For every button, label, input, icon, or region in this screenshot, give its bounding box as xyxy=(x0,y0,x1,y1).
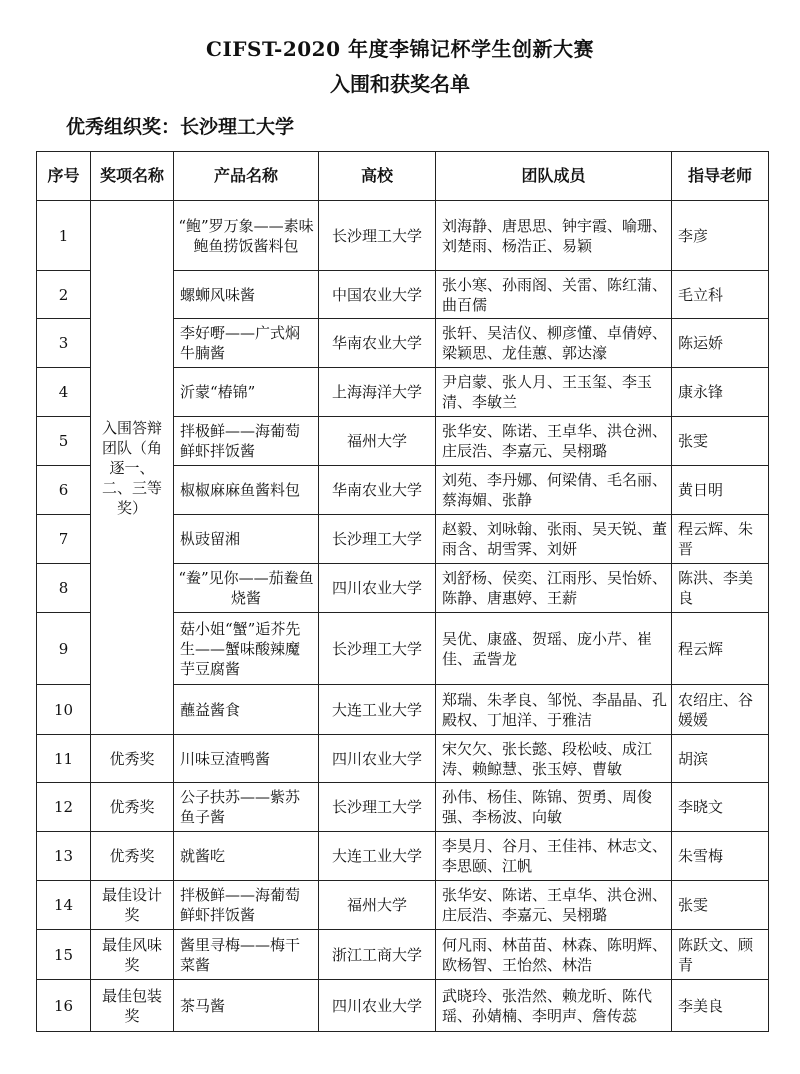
school-name: 华南农业大学 xyxy=(319,466,436,515)
document-subtitle: 入围和获奖名单 xyxy=(330,72,470,96)
product-name: 沂蒙“椿锦” xyxy=(174,368,319,417)
product-name: “鲞”见你——茄鲞鱼烧酱 xyxy=(174,564,319,613)
school-name: 大连工业大学 xyxy=(319,832,436,881)
team-members: 张轩、吴洁仪、柳彦懂、卓倩婷、梁颖思、龙佳蕙、郭达濠 xyxy=(436,319,672,368)
product-name: 蘸益酱食 xyxy=(174,685,319,735)
header-members: 团队成员 xyxy=(436,152,672,201)
school-name: 长沙理工大学 xyxy=(319,613,436,685)
table-row xyxy=(37,735,769,783)
advisor: 康永锋 xyxy=(672,368,769,417)
school-name: 福州大学 xyxy=(319,417,436,466)
row-no: 4 xyxy=(37,368,91,417)
school-name: 长沙理工大学 xyxy=(319,515,436,564)
award-name: 优秀奖 xyxy=(91,735,174,783)
team-members: 张华安、陈诺、王卓华、洪仓洲、庄辰浩、李嘉元、吴栩璐 xyxy=(436,881,672,930)
advisor: 李美良 xyxy=(672,980,769,1032)
row-no: 14 xyxy=(37,881,91,930)
product-name: 椒椒麻麻鱼酱料包 xyxy=(174,466,319,515)
advisor: 陈洪、李美良 xyxy=(672,564,769,613)
school-name: 福州大学 xyxy=(319,881,436,930)
header-school: 高校 xyxy=(319,152,436,201)
row-no: 9 xyxy=(37,613,91,685)
advisor: 张雯 xyxy=(672,881,769,930)
award-name: 最佳设计奖 xyxy=(91,881,174,930)
school-name: 大连工业大学 xyxy=(319,685,436,735)
product-name: 川味豆渣鸭酱 xyxy=(174,735,319,783)
team-members: 尹启蒙、张人月、王玉玺、李玉清、李敏兰 xyxy=(436,368,672,417)
advisor: 朱雪梅 xyxy=(672,832,769,881)
team-members: 赵毅、刘咏翰、张雨、吴天锐、董雨含、胡雪霁、刘妍 xyxy=(436,515,672,564)
table-row xyxy=(37,930,769,980)
organization-award: 优秀组织奖：长沙理工大学 xyxy=(66,116,295,138)
advisor: 李晓文 xyxy=(672,783,769,832)
school-name: 浙江工商大学 xyxy=(319,930,436,980)
product-name: 菇小姐“蟹”逅芥先生——蟹味酸辣魔芋豆腐酱 xyxy=(174,613,319,685)
product-name: 酱里寻梅——梅干菜酱 xyxy=(174,930,319,980)
header-no: 序号 xyxy=(37,152,91,201)
school-name: 长沙理工大学 xyxy=(319,201,436,271)
team-members: 武晓玲、张浩然、赖龙昕、陈代瑶、孙婧楠、李明声、詹传蕊 xyxy=(436,980,672,1032)
row-no: 10 xyxy=(37,685,91,735)
advisor: 黄日明 xyxy=(672,466,769,515)
team-members: 宋欠欠、张长懿、段松岐、成江涛、赖鲸慧、张玉婷、曹敏 xyxy=(436,735,672,783)
finalist-award-cell: 入围答辩团队（角逐一、二、三等奖） xyxy=(91,201,174,735)
product-name: 螺蛳风味酱 xyxy=(174,271,319,319)
school-name: 四川农业大学 xyxy=(319,735,436,783)
advisor: 农绍庄、谷媛媛 xyxy=(672,685,769,735)
header-award: 奖项名称 xyxy=(91,152,174,201)
school-name: 上海海洋大学 xyxy=(319,368,436,417)
team-members: 刘舒杨、侯奕、江雨彤、吴怡娇、陈静、唐惠婷、王薪 xyxy=(436,564,672,613)
advisor: 张雯 xyxy=(672,417,769,466)
table-row xyxy=(37,832,769,881)
row-no: 12 xyxy=(37,783,91,832)
award-name: 优秀奖 xyxy=(91,783,174,832)
team-members: 吴优、康盛、贺瑶、庞小芹、崔佳、孟訾龙 xyxy=(436,613,672,685)
product-name: 茶马酱 xyxy=(174,980,319,1032)
advisor: 李彦 xyxy=(672,201,769,271)
product-name: 枞豉留湘 xyxy=(174,515,319,564)
advisor: 陈运娇 xyxy=(672,319,769,368)
row-no: 16 xyxy=(37,980,91,1032)
product-name: 拌极鲜——海葡萄鲜虾拌饭酱 xyxy=(174,881,319,930)
document-title: CIFST-2020 年度李锦记杯学生创新大赛 xyxy=(206,37,594,61)
award-name: 最佳包装奖 xyxy=(91,980,174,1032)
product-name: “鲍”罗万象——素味鲍鱼捞饭酱料包 xyxy=(174,201,319,271)
product-name: 公子扶苏——紫苏鱼子酱 xyxy=(174,783,319,832)
team-members: 李昊月、谷月、王佳祎、林志文、李思颐、江帆 xyxy=(436,832,672,881)
team-members: 张华安、陈诺、王卓华、洪仓洲、庄辰浩、李嘉元、吴栩璐 xyxy=(436,417,672,466)
row-no: 11 xyxy=(37,735,91,783)
school-name: 四川农业大学 xyxy=(319,980,436,1032)
team-members: 张小寒、孙雨阁、关雷、陈红蒲、曲百儒 xyxy=(436,271,672,319)
row-no: 15 xyxy=(37,930,91,980)
row-no: 8 xyxy=(37,564,91,613)
team-members: 郑瑞、朱孝良、邹悦、李晶晶、孔殿权、丁旭洋、于雅洁 xyxy=(436,685,672,735)
table-header-row xyxy=(37,152,769,201)
row-no: 1 xyxy=(37,201,91,271)
table-row xyxy=(37,783,769,832)
team-members: 刘海静、唐思思、钟宇霞、喻珊、刘楚雨、杨浩正、易颖 xyxy=(436,201,672,271)
header-product: 产品名称 xyxy=(174,152,319,201)
school-name: 四川农业大学 xyxy=(319,564,436,613)
team-members: 孙伟、杨佳、陈锦、贺勇、周俊强、李杨波、向敏 xyxy=(436,783,672,832)
row-no: 13 xyxy=(37,832,91,881)
school-name: 长沙理工大学 xyxy=(319,783,436,832)
row-no: 5 xyxy=(37,417,91,466)
advisor: 胡滨 xyxy=(672,735,769,783)
row-no: 6 xyxy=(37,466,91,515)
row-no: 2 xyxy=(37,271,91,319)
advisor: 程云辉、朱晋 xyxy=(672,515,769,564)
product-name: 李好嘢——广式焖牛腩酱 xyxy=(174,319,319,368)
row-no: 7 xyxy=(37,515,91,564)
results-table xyxy=(36,151,769,1032)
advisor: 陈跃文、顾青 xyxy=(672,930,769,980)
team-members: 何凡雨、林苗苗、林森、陈明辉、欧杨智、王怡然、林浩 xyxy=(436,930,672,980)
advisor: 毛立科 xyxy=(672,271,769,319)
product-name: 拌极鲜——海葡萄鲜虾拌饭酱 xyxy=(174,417,319,466)
award-name: 优秀奖 xyxy=(91,832,174,881)
school-name: 华南农业大学 xyxy=(319,319,436,368)
table-row xyxy=(37,881,769,930)
table-row xyxy=(37,201,769,271)
team-members: 刘苑、李丹娜、何梁倩、毛名丽、蔡海媚、张静 xyxy=(436,466,672,515)
row-no: 3 xyxy=(37,319,91,368)
school-name: 中国农业大学 xyxy=(319,271,436,319)
advisor: 程云辉 xyxy=(672,613,769,685)
product-name: 就酱吃 xyxy=(174,832,319,881)
table-row xyxy=(37,980,769,1032)
header-advisor: 指导老师 xyxy=(672,152,769,201)
award-name: 最佳风味奖 xyxy=(91,930,174,980)
